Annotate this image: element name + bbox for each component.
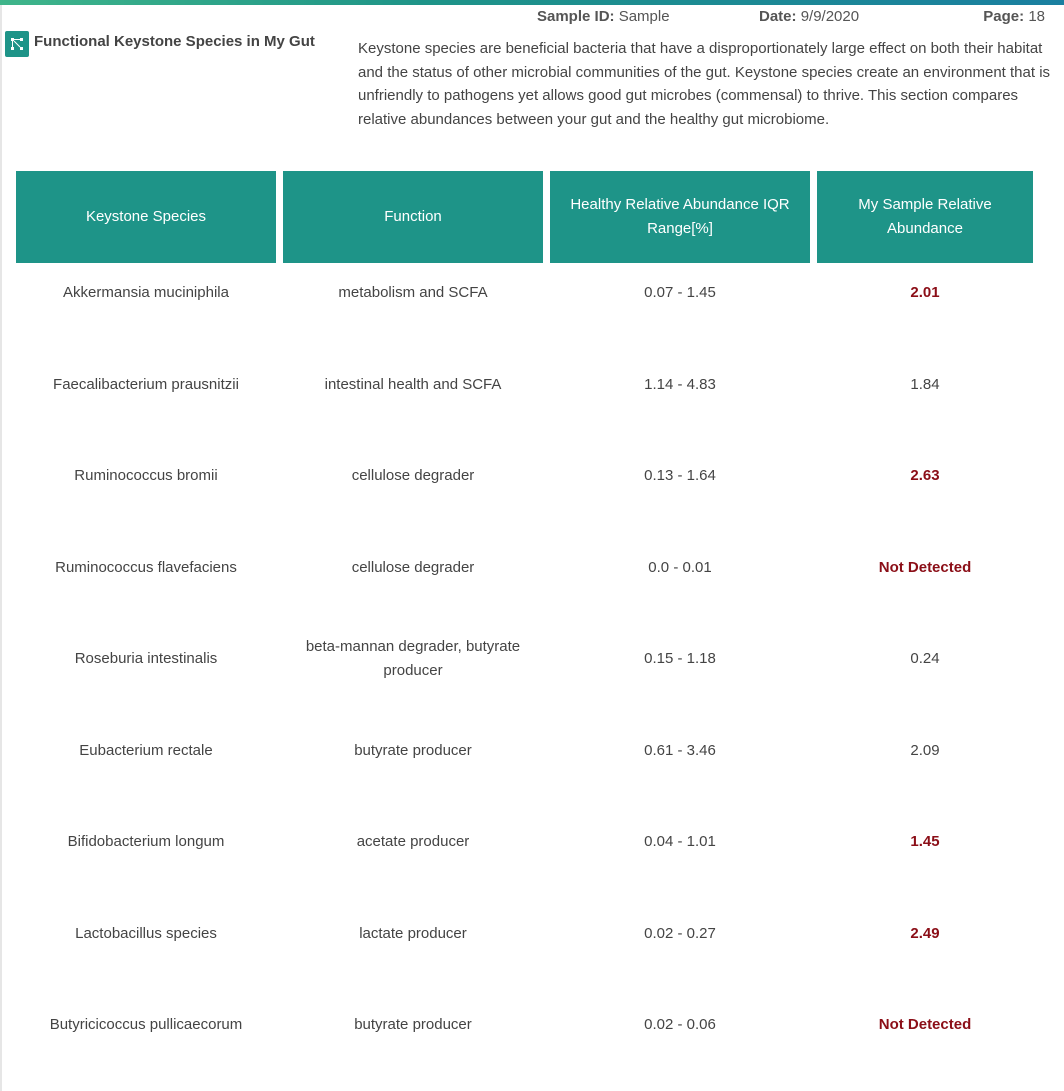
healthy-range-cell: 0.15 - 1.18	[644, 650, 716, 667]
column-header-healthy-range: Healthy Relative Abundance IQR Range[%]	[550, 171, 810, 263]
my-abundance-cell: Not Detected	[878, 558, 972, 576]
species-cell: Lactobacillus species	[75, 924, 217, 942]
page-value: 18	[1028, 8, 1045, 25]
my-abundance-cell: 1.84	[910, 375, 940, 393]
species-cell: Ruminococcus flavefaciens	[55, 558, 237, 576]
species-cell: Butyricicoccus pullicaecorum	[49, 1016, 243, 1033]
species-cell: Akkermansia muciniphila	[63, 284, 229, 301]
healthy-range-cell: 1.14 - 4.83	[644, 375, 716, 393]
function-cell: cellulose degrader	[351, 558, 475, 576]
page-label: Page:	[983, 8, 1025, 25]
my-abundance-cell: 2.49	[910, 924, 940, 942]
species-cell: Ruminococcus bromii	[74, 467, 218, 484]
function-cell: lactate producer	[359, 924, 467, 942]
healthy-range-cell: 0.07 - 1.45	[644, 284, 716, 301]
healthy-range-cell: 0.61 - 3.46	[644, 741, 716, 759]
sample-id-label: Sample ID:	[537, 8, 615, 25]
my-abundance-cell: 2.01	[910, 284, 940, 301]
column-header-function: Function	[283, 171, 543, 263]
table-row	[0, 355, 1064, 447]
sample-id	[537, 8, 670, 25]
table-row	[0, 446, 1064, 538]
section-title: Functional Keystone Species in My Gut	[34, 33, 315, 50]
report-date	[759, 8, 859, 25]
species-cell: Bifidobacterium longum	[67, 833, 225, 850]
species-cell: Roseburia intestinalis	[74, 650, 218, 667]
top-accent-bar	[0, 0, 1064, 5]
function-cell: butyrate producer	[354, 1016, 472, 1033]
function-cell: metabolism and SCFA	[338, 284, 488, 301]
table-row	[0, 721, 1064, 813]
table-row	[0, 812, 1064, 904]
section-intro: Keystone species are beneficial bacteria that have a disproportionately large effect on both their habitat and the status of other microbial communities of the gut. Keystone species create an environment that is unfriendly to pathogens yet allows good gut microbes (commensal) to thrive. This section compares relative abundances between your gut and the healthy gut microbiome.	[358, 40, 1051, 128]
function-cell: butyrate producer	[354, 741, 472, 759]
column-header-species: Keystone Species	[16, 171, 276, 263]
function-cell: cellulose degrader	[351, 467, 475, 484]
column-header-my-abundance: My Sample Relative Abundance	[817, 171, 1033, 263]
my-abundance-cell: 1.45	[910, 833, 940, 850]
healthy-range-cell: 0.02 - 0.06	[644, 1016, 716, 1033]
species-cell: Eubacterium rectale	[79, 741, 213, 759]
table-row	[0, 538, 1064, 630]
table-row	[0, 263, 1064, 355]
my-abundance-cell: 0.24	[910, 650, 940, 667]
function-cell: acetate producer	[356, 833, 470, 850]
healthy-range-cell: 0.02 - 0.27	[644, 924, 716, 942]
sample-id-value: Sample	[618, 8, 670, 25]
healthy-range-cell: 0.13 - 1.64	[644, 467, 716, 484]
table-row	[0, 904, 1064, 996]
network-icon	[5, 31, 29, 57]
function-cell: beta-mannan degrader, butyrate producer	[305, 638, 521, 679]
species-cell: Faecalibacterium prausnitzii	[53, 375, 239, 393]
my-abundance-cell: Not Detected	[878, 1016, 972, 1033]
date-value: 9/9/2020	[800, 8, 860, 25]
table-row	[0, 629, 1064, 721]
page-number	[983, 8, 1045, 25]
healthy-range-cell: 0.0 - 0.01	[648, 558, 712, 576]
function-cell: intestinal health and SCFA	[324, 375, 502, 393]
table-row	[0, 995, 1064, 1087]
date-label: Date:	[759, 8, 797, 25]
my-abundance-cell: 2.63	[910, 467, 940, 484]
healthy-range-cell: 0.04 - 1.01	[644, 833, 716, 850]
my-abundance-cell: 2.09	[910, 741, 940, 759]
species-table-body	[0, 263, 1064, 1087]
